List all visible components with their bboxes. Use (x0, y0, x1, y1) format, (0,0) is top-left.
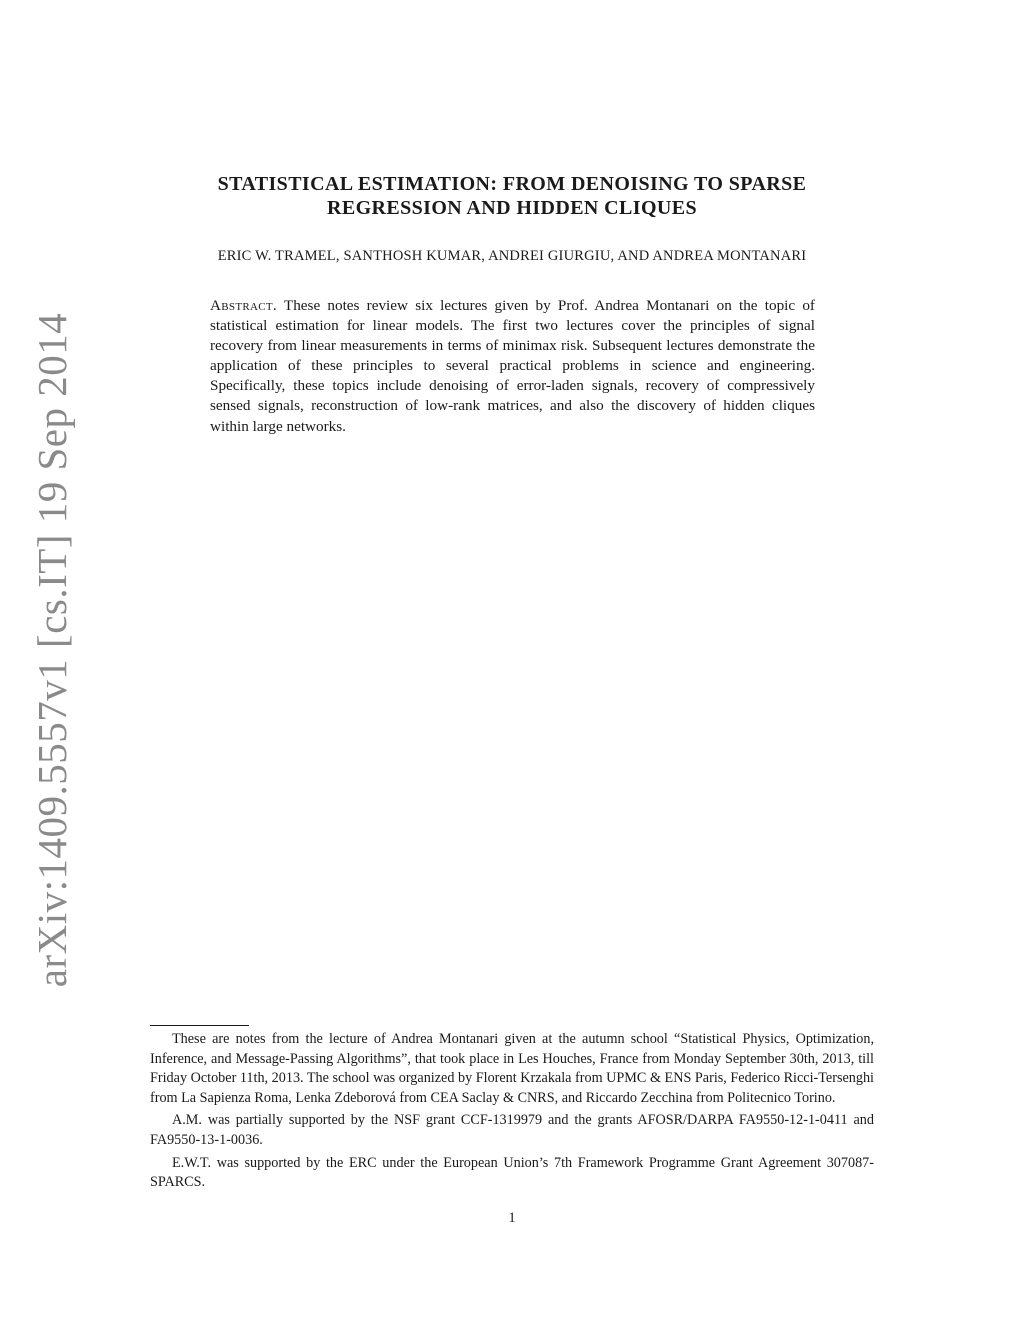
abstract-heading: Abstract. (210, 297, 277, 314)
footnote-am-funding: A.M. was partially supported by the NSF grant CCF-1319979 and the grants AFOSR/DARPA FA9550-12-1-0411 and FA9550-13-1-0036. (150, 1112, 874, 1148)
page-number: 1 (508, 1210, 516, 1226)
paper-title-line-1: STATISTICAL ESTIMATION: FROM DENOISING TO SPARSE (217, 173, 807, 195)
paper-title-line-2: REGRESSION AND HIDDEN CLIQUES (326, 197, 698, 219)
abstract (210, 296, 815, 437)
author-list: ERIC W. TRAMEL, SANTHOSH KUMAR, ANDREI GIURGIU, AND ANDREA MONTANARI (217, 248, 807, 264)
footnote-school: These are notes from the lecture of Andrea Montanari given at the autumn school “Statistical Physics, Optimization, Inference, and Message-Passing Algorithms”, that took place in Les Houches, France from Monday September 30th, 2013, till Friday October 11th, 2013. The school was organized by Florent Krzakala from UPMC & ENS Paris, Federico Ricci-Tersenghi from La Sapienza Roma, Lenka Zdeborová from CEA Saclay & CNRS, and Riccardo Zecchina from Politecnico Torino. (150, 1031, 874, 1106)
footnotes (150, 1030, 874, 1196)
footnote-ewt-funding: E.W.T. was supported by the ERC under the European Union’s 7th Framework Programme Grant Agreement 307087-SPARCS. (150, 1154, 874, 1191)
footnote-divider (150, 1025, 249, 1026)
arxiv-identifier-stamp: arXiv:1409.5557v1 [cs.IT] 19 Sep 2014 (29, 312, 75, 988)
abstract-text: These notes review six lectures given by Prof. Andrea Montanari on the topic of statistical estimation for linear models. The first two lectures cover the principles of signal recovery from linear measurements in terms of minimax risk. Subsequent lectures demonstrate the application of these principles to several practical problems in science and engineering. Specifically, these topics include denoising of error-laden signals, recovery of compressively sensed signals, reconstruction of low-rank matrices, and also the discovery of hidden cliques within large networks. (210, 297, 815, 435)
paper-title (150, 172, 874, 220)
